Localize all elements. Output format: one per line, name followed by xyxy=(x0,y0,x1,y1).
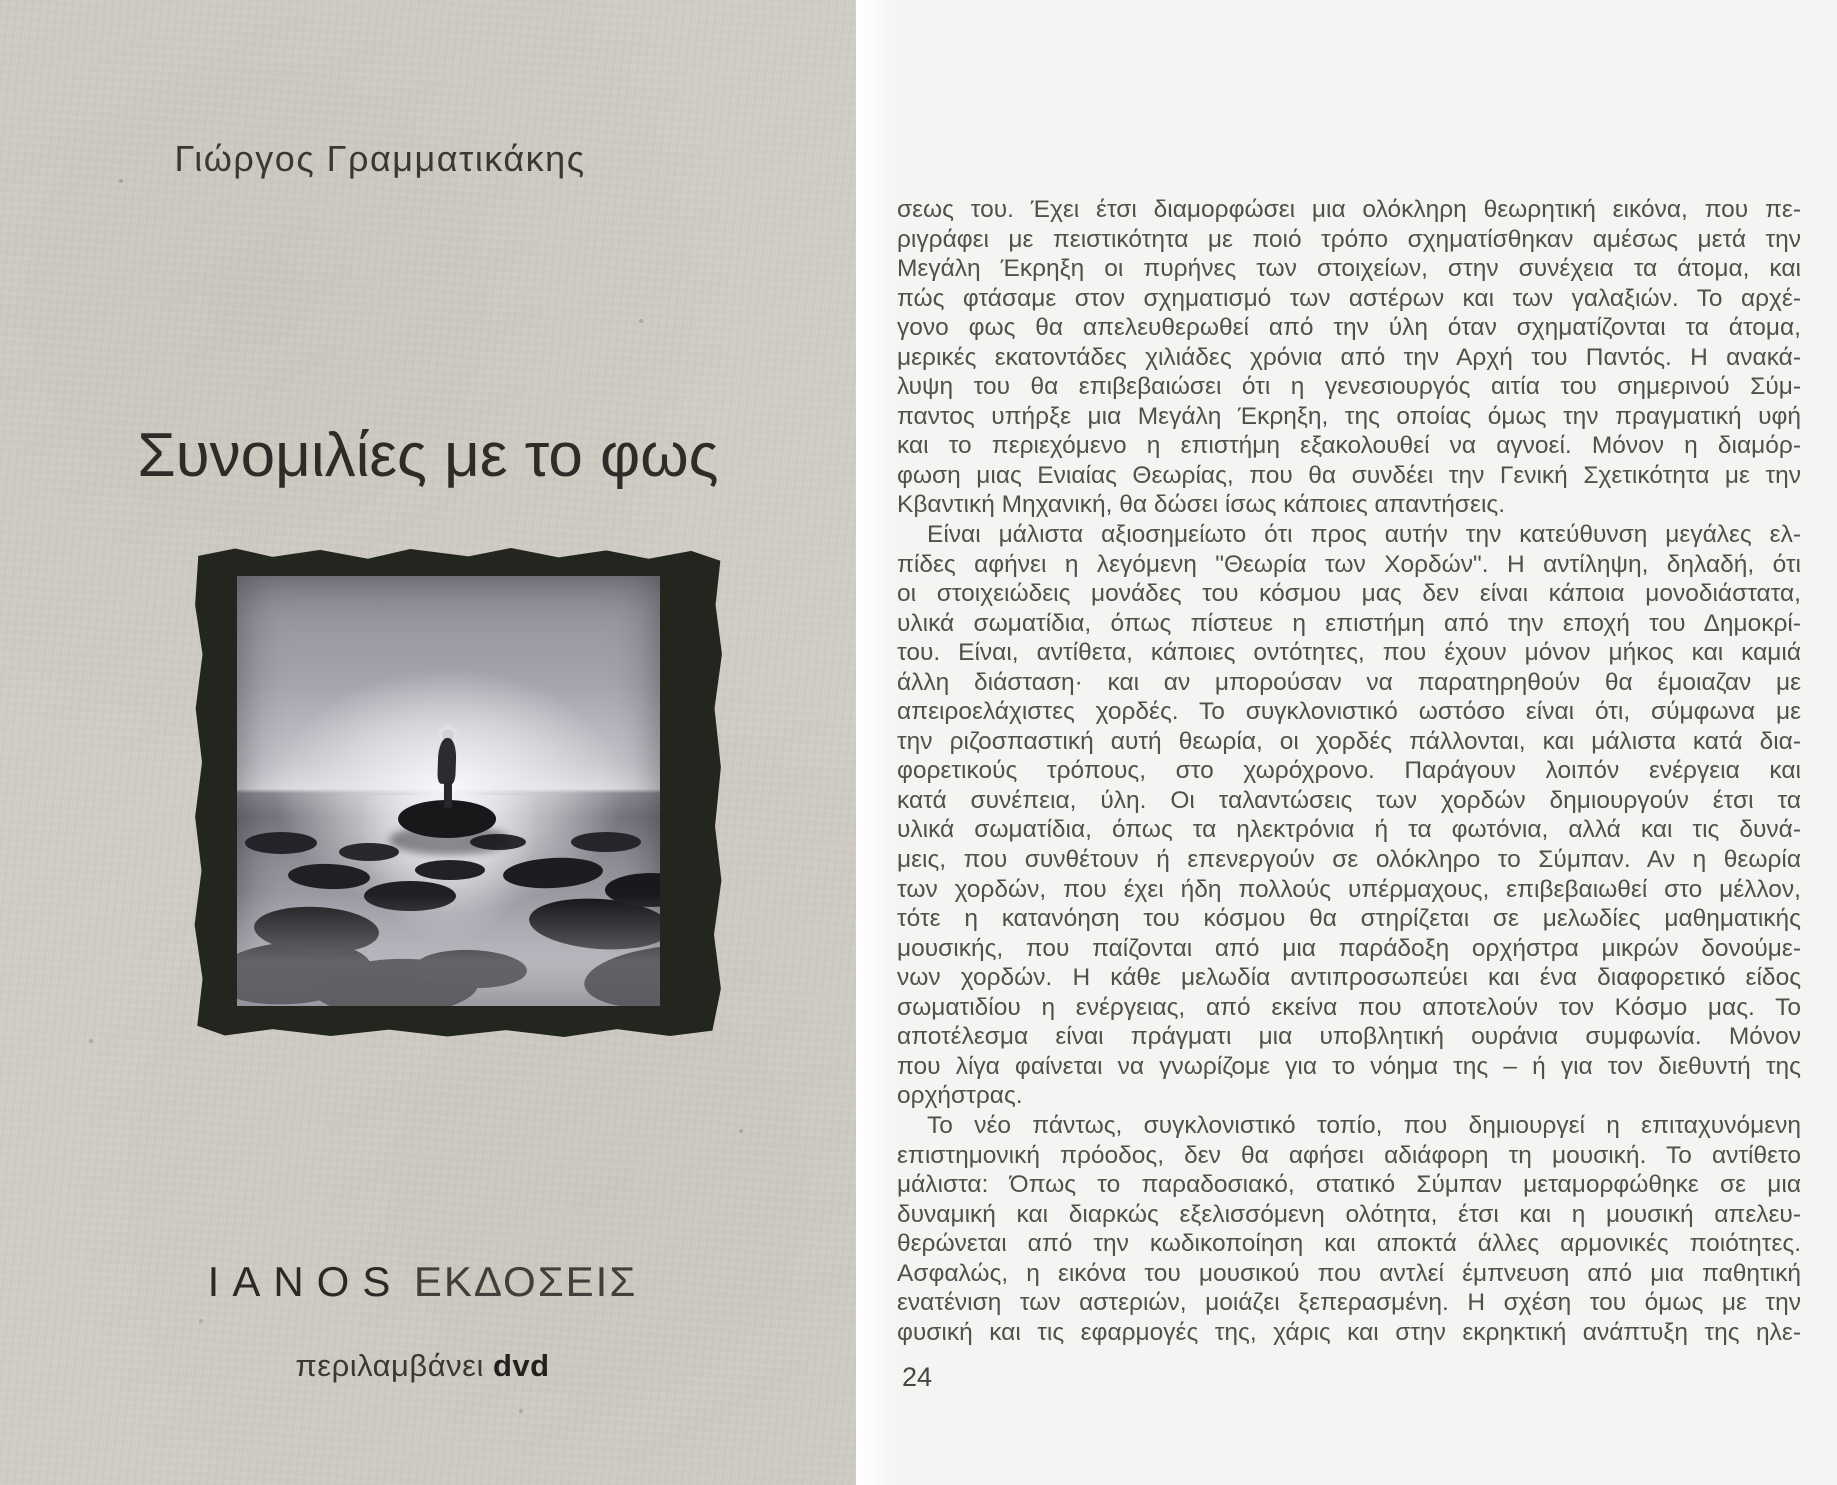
text-line: κατά συνέπεια, ύλη. Οι ταλαντώσεις των χορδών δημιουργούν έτσι τα xyxy=(897,786,1801,814)
author-name: Γιώργος Γραμματικάκης xyxy=(174,138,586,179)
text-line: πώς φτάσαμε στον σχηματισμό των αστέρων και των γαλαξιών. Το αρχέ- xyxy=(897,284,1801,312)
rock xyxy=(339,843,399,861)
text-line: πίδες αφήνει η λεγόμενη "Θεωρία των Χορδών". Η αντίληψη, δηλαδή, ότι xyxy=(897,550,1801,578)
tagline-text: περιλαμβάνει xyxy=(295,1348,484,1383)
text-line: υλικά σωματίδια, όπως τα ηλεκτρόνια ή τα φωτόνια, αλλά και τις δυνά- xyxy=(897,816,1801,844)
rock xyxy=(287,863,370,891)
rock xyxy=(415,860,485,880)
text-line: δυναμική και διαρκώς εξελισσόμενη ολότητα, έτσι και η μουσική απελευ- xyxy=(897,1200,1801,1228)
text-line: μάλιστα: Όπως το παραδοσιακό, στατικό Σύμπαν μεταμορφώθηκε σε μια xyxy=(897,1171,1801,1199)
text-page xyxy=(856,0,1837,1485)
text-line: παντος υπήρξε μια Μεγάλη Έκρηξη, της οποίας όμως την πραγματική υφή xyxy=(897,402,1801,430)
text-block xyxy=(897,195,1801,1347)
book-title: Συνομιλίες με το φως xyxy=(137,421,719,490)
cover-tagline xyxy=(0,1348,845,1384)
text-line: γονο φως θα απελευθερωθεί από την ύλη όταν σχηματίζονται τα άτομα, xyxy=(897,314,1801,342)
text-line: μουσικής, που παίζονται από μια παράδοξη ορχήστρα μικρών δονούμε- xyxy=(897,934,1801,962)
publisher-line xyxy=(0,1258,845,1306)
foreground-water xyxy=(237,894,660,1006)
text-line: φωση μιας Ενιαίας Θεωρίας, που θα συνδέει την Γενική Σχετικότητα με την xyxy=(897,461,1801,489)
text-line: επιστημονική πρόοδος, δεν θα αφήσει αδιάφορη τη μουσική. Το αντίθετο xyxy=(897,1141,1801,1169)
text-line: και το περιεχόμενο η επιστήμη εξακολουθεί να αγνοεί. Μόνον η διαμόρ- xyxy=(897,432,1801,460)
text-line: που λίγα φαίνεται να γνωρίζομε για το νόημα της – ή για τον διεθυντή της xyxy=(897,1052,1801,1080)
text-line: ορχήστρας. xyxy=(897,1082,1023,1110)
publisher-brand: ΙΑΝΟS xyxy=(207,1258,404,1305)
text-line: τότε η κατανόηση του κόσμου θα στηρίζεται σε μελωδίες μαθηματικής xyxy=(897,905,1801,933)
text-line: Ασφαλώς, η εικόνα του μουσικού που αντλεί έμπνευση από μια παθητική xyxy=(897,1259,1801,1287)
text-line: νων χορδών. Η κάθε μελωδία αντιπροσωπεύει και ένα διαφορετικό είδος xyxy=(897,964,1801,992)
text-line: μεις, που συνθέτουν ή επενεργούν σε ολόκληρο το Σύμπαν. Αν η θεωρία xyxy=(897,846,1801,874)
text-line: φυσική και τις εφαρμογές της, χάρις και στην εκρηκτική ανάπτυξη της ηλε- xyxy=(897,1318,1801,1346)
text-line: Το νέο πάντως, συγκλονιστικό τοπίο, που δημιουργεί η επιταχυνόμενη xyxy=(927,1111,1801,1139)
publisher-word: ΕΚΔΟΣΕΙΣ xyxy=(413,1258,638,1305)
paper-flecks xyxy=(0,0,2,2)
text-line: θερώνεται από την κωδικοποίηση και αποκτά άλλες αρμονικές ποιότητες. xyxy=(897,1230,1801,1258)
figure-silhouette xyxy=(434,729,460,811)
rock xyxy=(571,832,641,852)
text-line: Είναι μάλιστα αξιοσημείωτο ότι προς αυτήν την κατεύθυνση μεγάλες ελ- xyxy=(927,521,1801,549)
tagline-dvd: dvd xyxy=(493,1348,550,1383)
text-line: σεως του. Έχει έτσι διαμορφώσει μια ολόκληρη θεωρητική εικόνα, που πε- xyxy=(897,196,1801,223)
text-line: οι στοιχειώδεις μονάδες του κόσμου μας δεν είναι κάποια μονοδιάστατα, xyxy=(897,580,1801,608)
text-line: φορετικούς τρόπους, στο χωρόχρονο. Παράγουν λοιπόν ενέργεια και xyxy=(897,757,1801,785)
text-line: ριγράφει με πειστικότητα με ποιό τρόπο σχηματίσθηκαν αμέσως μετά την xyxy=(897,225,1801,253)
text-line: λυψη του θα επιβεβαιώσει ότι η γενεσιουργός αιτία του σημερινού Σύμ- xyxy=(897,373,1801,401)
text-line: του. Είναι, αντίθετα, κάποιες οντότητες, που έχουν μόνον μήκος και καμιά xyxy=(897,639,1801,667)
book-cover xyxy=(0,0,856,1485)
text-line: Μεγάλη Έκρηξη οι πυρήνες των στοιχείων, στην συνέχεια τα άτομα, και xyxy=(897,255,1801,283)
text-line: των χορδών, που έχει ήδη πολλούς υπέρμαχους, επιβεβαιωθεί στο μέλλον, xyxy=(897,875,1801,903)
text-line: αποτέλεσμα είναι πράγματι μια υποβλητική ουράνια συμφωνία. Μόνον xyxy=(897,1023,1801,1051)
text-line: άλλη διάσταση· και αν μπορούσαν να παρατηρηθούν θα έμοιαζαν με xyxy=(897,668,1801,696)
page-number: 24 xyxy=(902,1362,933,1392)
rock xyxy=(245,832,317,854)
text-line: απειροελάχιστες χορδές. Το συγκλονιστικό ωστόσο είναι ότι, σύμφωνα με xyxy=(897,698,1801,726)
text-line: την ριζοσπαστική αυτή θεωρία, οι χορδές πάλλονται, και μάλιστα κατά δια- xyxy=(897,727,1801,755)
figure-legs xyxy=(443,782,451,808)
figure-body xyxy=(437,737,457,784)
text-line: Κβαντική Μηχανική, θα δώσει ίσως κάποιες απαντήσεις. xyxy=(897,491,1506,519)
photo-frame xyxy=(193,546,723,1038)
text-line: μερικές εκατοντάδες χιλιάδες χρόνια από την Αρχή του Παντός. Η ανακά- xyxy=(897,343,1801,371)
text-line: ενατένιση των αστεριών, μοιάζει ξεπερασμένη. Η σχέση του όμως με την xyxy=(897,1289,1801,1317)
cover-photo xyxy=(237,576,660,1006)
text-line: σωματιδίου η ενέργειας, από εκείνα που αποτελούν τον Κόσμο μας. Το xyxy=(897,993,1801,1021)
text-line: υλικά σωματίδια, όπως πίστευε η επιστήμη από την εποχή του Δημοκρί- xyxy=(897,609,1801,637)
